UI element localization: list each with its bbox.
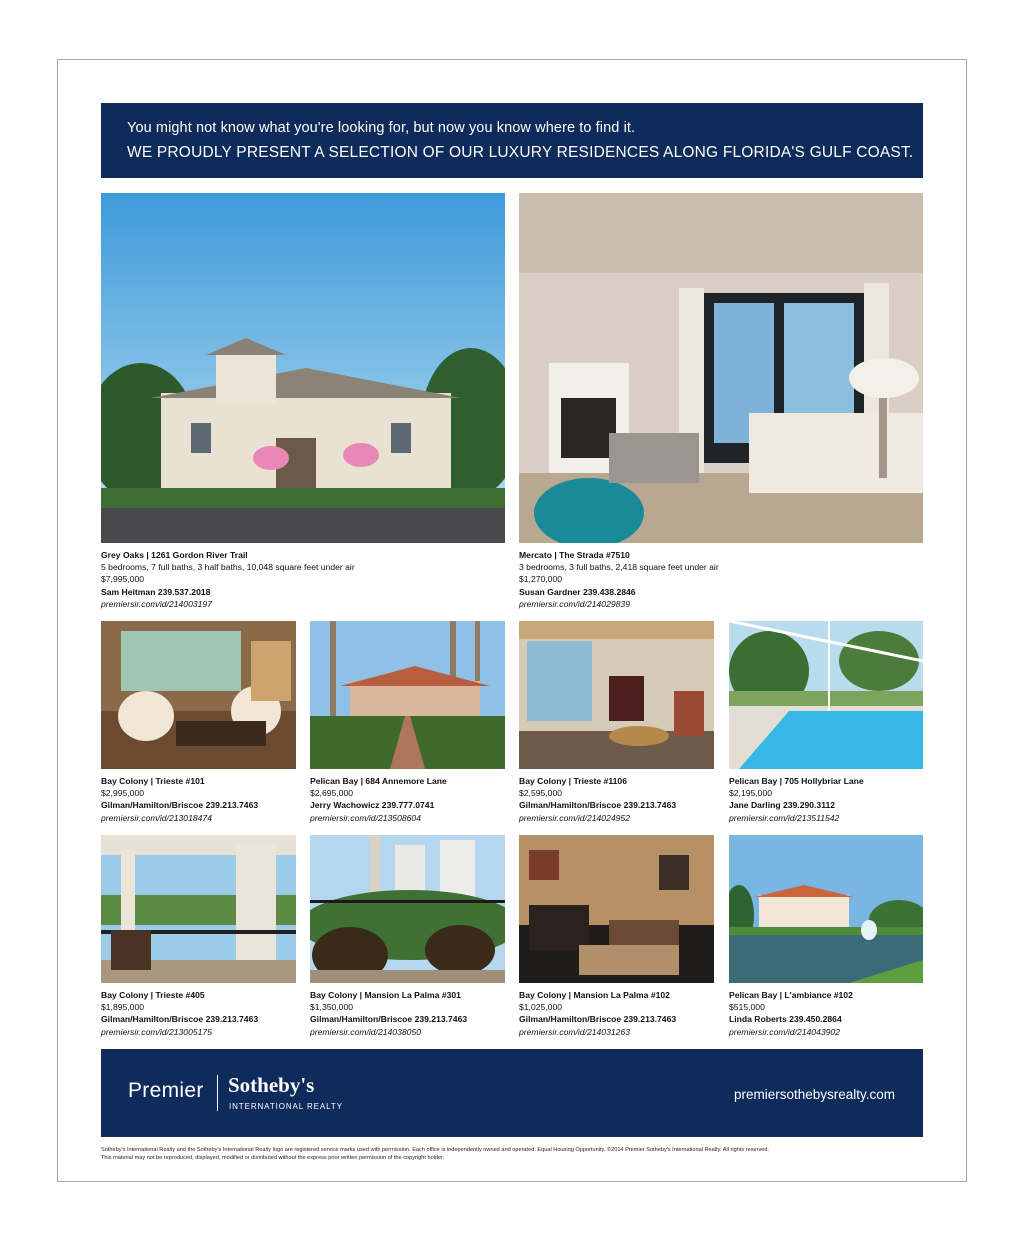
listing-agent: Susan Gardner 239.438.2846: [519, 586, 636, 597]
listing-price: $1,270,000: [519, 574, 563, 585]
listing-photo-lambiance-102[interactable]: [729, 835, 923, 983]
listing-price: $2,695,000: [310, 788, 354, 799]
legal-line: This material may not be reproduced, displayed, modified or distributed without the express prior written permission of the copyright holder.: [101, 1155, 445, 1161]
listing-url[interactable]: premiersir.com/id/214024952: [519, 812, 630, 823]
listing-details: 5 bedrooms, 7 full baths, 3 half baths, 10,048 square feet under air: [101, 562, 355, 573]
listing-url[interactable]: premiersir.com/id/213005175: [101, 1026, 212, 1037]
listing-price: $1,895,000: [101, 1002, 145, 1013]
listing-photo-mansion-la-palma-301[interactable]: [310, 835, 505, 983]
listing-title: Mercato | The Strada #7510: [519, 550, 630, 560]
logo-international-realty: INTERNATIONAL REALTY: [229, 1102, 343, 1111]
listing-agent: Gilman/Hamilton/Briscoe 239.213.7463: [519, 800, 677, 811]
listing-photo-trieste-405[interactable]: [101, 835, 296, 983]
listing-url[interactable]: premiersir.com/id/213511542: [729, 812, 840, 823]
listing-url[interactable]: premiersir.com/id/214043902: [729, 1026, 840, 1037]
listing-url[interactable]: premiersir.com/id/214003197: [101, 598, 212, 609]
listing-title: Bay Colony | Trieste #101: [101, 776, 205, 786]
listing-url[interactable]: premiersir.com/id/213508604: [310, 812, 421, 823]
listing-caption: [101, 775, 258, 824]
listing-photo-trieste-1106[interactable]: [519, 621, 714, 769]
listing-caption: [729, 989, 853, 1038]
footer-banner: [101, 1049, 923, 1137]
listing-title: Pelican Bay | L'ambiance #102: [729, 990, 853, 1000]
listing-photo-trieste-101[interactable]: [101, 621, 296, 769]
banner-headline: WE PROUDLY PRESENT A SELECTION OF OUR LUXURY RESIDENCES ALONG FLORIDA'S GULF COAST.: [127, 144, 914, 161]
listing-caption: [519, 775, 676, 824]
listing-photo-705-hollybriar[interactable]: [729, 621, 923, 769]
listing-price: $7,995,000: [101, 574, 145, 585]
listing-photo-mansion-la-palma-102[interactable]: [519, 835, 714, 983]
logo-premier: Premier: [128, 1079, 204, 1102]
listing-agent: Gilman/Hamilton/Briscoe 239.213.7463: [310, 1014, 468, 1025]
listing-caption: [729, 775, 864, 824]
featured-caption-grey-oaks: [101, 549, 355, 610]
listing-agent: Linda Roberts 239.450.2864: [729, 1014, 842, 1025]
listing-title: Pelican Bay | 684 Annemore Lane: [310, 776, 447, 786]
listing-title: Grey Oaks | 1261 Gordon River Trail: [101, 550, 248, 560]
listing-price: $1,350,000: [310, 1002, 354, 1013]
listing-agent: Sam Heitman 239.537.2018: [101, 586, 211, 597]
listing-price: $2,595,000: [519, 788, 563, 799]
listing-agent: Gilman/Hamilton/Briscoe 239.213.7463: [101, 1014, 259, 1025]
listing-url[interactable]: premiersir.com/id/213018474: [101, 812, 212, 823]
listing-agent: Gilman/Hamilton/Briscoe 239.213.7463: [519, 1014, 677, 1025]
listing-caption: [310, 775, 447, 824]
logo-divider: [217, 1075, 218, 1111]
listing-title: Bay Colony | Mansion La Palma #102: [519, 990, 670, 1000]
banner-tagline: You might not know what you're looking for, but now you know where to find it.: [127, 120, 636, 136]
listing-title: Bay Colony | Mansion La Palma #301: [310, 990, 461, 1000]
header-banner: [101, 103, 923, 178]
legal-disclaimer: [101, 1146, 923, 1162]
listing-agent: Jerry Wachowicz 239.777.0741: [310, 800, 435, 811]
listing-price: $2,195,000: [729, 788, 773, 799]
featured-caption-mercato: [519, 549, 719, 610]
listing-price: $1,025,000: [519, 1002, 563, 1013]
listing-price: $2,995,000: [101, 788, 145, 799]
listing-title: Bay Colony | Trieste #405: [101, 990, 205, 1000]
listing-agent: Jane Darling 239.290.3112: [729, 800, 836, 811]
website-link[interactable]: premiersothebysrealty.com: [733, 1087, 895, 1102]
featured-photo-grey-oaks[interactable]: [101, 193, 505, 543]
listing-caption: [101, 989, 258, 1038]
listing-url[interactable]: premiersir.com/id/214029839: [519, 598, 630, 609]
listing-title: Pelican Bay | 705 Hollybriar Lane: [729, 776, 864, 786]
legal-line: Sotheby's International Realty and the Sotheby's International Realty logo are registered service marks used with permission. Each office is independently owned and operated. Equal Housing Opportunity. ©2014 Premier Sotheby's International Realty. All rights reserved.: [101, 1147, 770, 1153]
listing-caption: [310, 989, 467, 1038]
listing-price: $515,000: [729, 1002, 765, 1013]
listing-agent: Gilman/Hamilton/Briscoe 239.213.7463: [101, 800, 259, 811]
listing-photo-684-annemore[interactable]: [310, 621, 505, 769]
listing-details: 3 bedrooms, 3 full baths, 2,418 square feet under air: [519, 562, 719, 573]
logo-sothebys: Sotheby's: [228, 1073, 315, 1097]
listing-url[interactable]: premiersir.com/id/214038050: [310, 1026, 421, 1037]
listing-url[interactable]: premiersir.com/id/214031263: [519, 1026, 630, 1037]
featured-photo-mercato[interactable]: [519, 193, 923, 543]
listing-title: Bay Colony | Trieste #1106: [519, 776, 627, 786]
listing-caption: [519, 989, 676, 1038]
